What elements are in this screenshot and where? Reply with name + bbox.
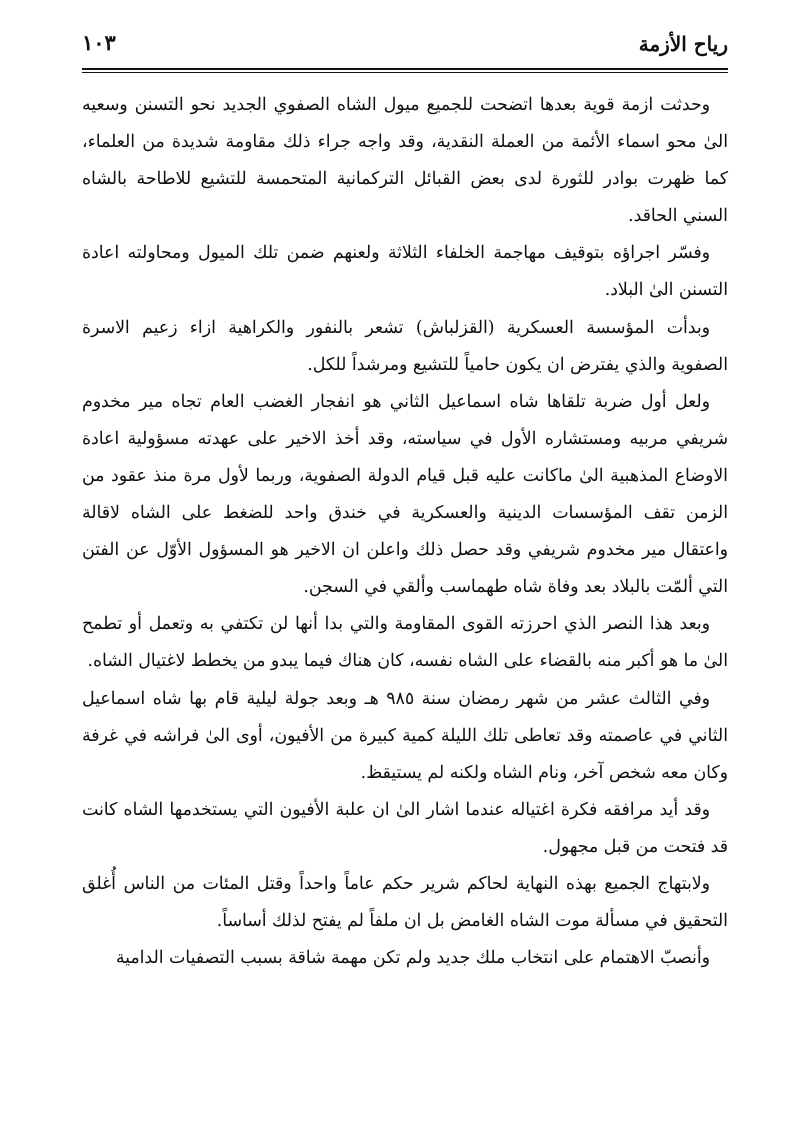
body-text	[82, 87, 728, 977]
paragraph-3: وبدأت المؤسسة العسكرية (القزلباش) تشعر بالنفور والكراهية ازاء زعيم الاسرة الصفوية والذي يفترض ان يكون حامياً للتشيع ومرشداً للكل.	[82, 317, 728, 375]
page-header	[82, 28, 728, 64]
paragraph-7: وقد أيد مرافقه فكرة اغتياله عندما اشار الىٰ ان علبة الأفيون التي يستخدمها الشاه كانت قد فتحت من قبل مجهول.	[82, 799, 728, 857]
header-rule	[82, 68, 728, 70]
header-rule-thin	[82, 72, 728, 73]
paragraph-1: وحدثت ازمة قوية بعدها اتضحت للجميع ميول الشاه الصفوي الجديد نحو التسنن وسعيه الىٰ محو اسماء الأئمة من العملة النقدية، وقد واجه جراء ذلك مقاومة شديدة من العلماء، كما ظهرت بوادر للثورة لدى بعض القبائل التركمانية المتحمسة للتشيع للاطاحة بالشاه السني الحاقد.	[82, 95, 728, 227]
page-number: ١٠٣	[82, 30, 116, 55]
paragraph-2: وفسّر اجراؤه بتوقيف مهاجمة الخلفاء الثلاثة ولعنهم ضمن تلك الميول ومحاولته اعادة التسنن الىٰ البلاد.	[82, 243, 728, 301]
paragraph-9: وأنصبّ الاهتمام على انتخاب ملك جديد ولم تكن مهمة شاقة بسبب التصفيات الدامية	[115, 948, 710, 969]
paragraph-5: وبعد هذا النصر الذي احرزته القوى المقاومة والتي بدا أنها لن تكتفي به وتعمل أو تطمح الىٰ ما هو أكبر منه بالقضاء على الشاه نفسه، كان هناك فيما يبدو من يخطط لاغتيال الشاه.	[82, 614, 728, 672]
running-title: رياح الأزمة	[638, 32, 728, 56]
paragraph-6: وفي الثالث عشر من شهر رمضان سنة ٩٨٥ هـ وبعد جولة ليلية قام بها شاه اسماعيل الثاني في عاصمته وقد تعاطى تلك الليلة كمية كبيرة من الأفيون، أوى الىٰ فراشه في غرفة وكان معه شخص آخر، ونام الشاه ولكنه لم يستيقظ.	[82, 688, 728, 783]
paragraph-4: ولعل أول ضربة تلقاها شاه اسماعيل الثاني هو انفجار الغضب العام تجاه مير مخدوم شريفي مربيه ومستشاره الأول في سياسته، وقد أخذ الاخير على عهدته مسؤولية اعادة الاوضاع المذهبية الىٰ ماكانت عليه قبل قيام الدولة الصفوية، وربما لأول مرة منذ عقود من الزمن تقف المؤسسات الدينية والعسكرية في خندق واحد للضغط على الشاه لاقالة واعتقال مير مخدوم شريفي وقد حصل ذلك واعلن ان الاخير هو المسؤول الأوّل عن الفتن التي ألمّت بالبلاد بعد وفاة شاه طهماسب وألقي في السجن.	[82, 391, 728, 598]
book-page	[82, 28, 728, 1118]
paragraph-8: ولابتهاج الجميع بهذه النهاية لحاكم شرير حكم عاماً واحداً وقتل المئات من الناس أُغلق التحقيق في مسألة موت الشاه الغامض بل ان ملفاً لم يفتح لذلك أساساً.	[82, 873, 728, 932]
